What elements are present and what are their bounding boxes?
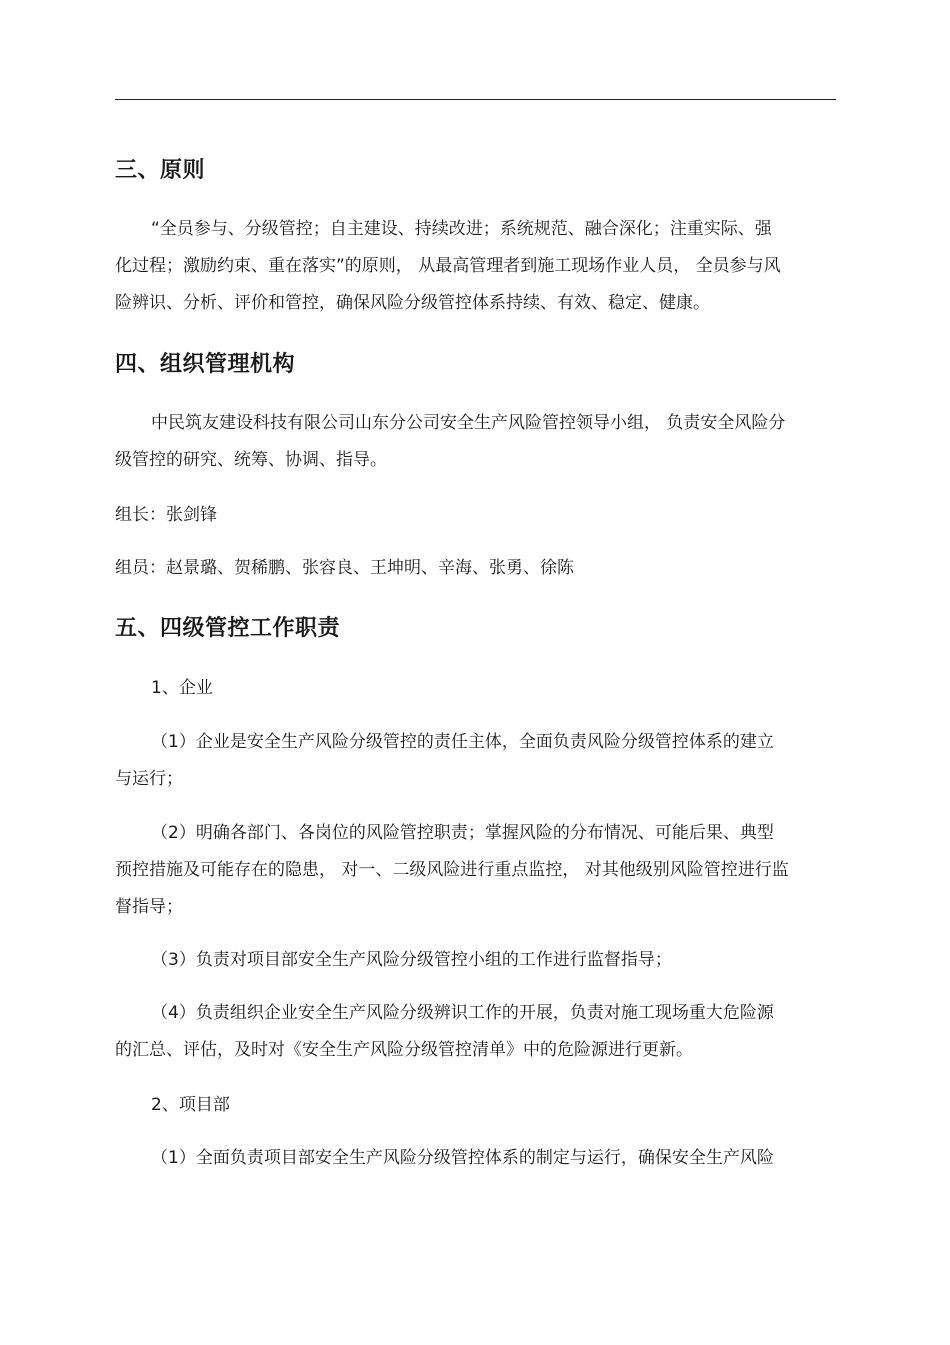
duty-item-3 bbox=[115, 942, 836, 979]
paragraph-line: 化过程；激励约束、重在落实”的原则， 从最高管理者到施工现场作业人员， 全员参与风 bbox=[115, 256, 781, 276]
paragraph-line: 预控措施及可能存在的隐患， 对一、二级风险进行重点监控， 对其他级别风险管控进行监 bbox=[115, 860, 789, 880]
header-rule bbox=[115, 99, 836, 100]
duty-item-2 bbox=[115, 815, 836, 926]
subsection-project-dept: 2、项目部 bbox=[151, 1095, 230, 1115]
team-leader: 组长：张剑锋 bbox=[115, 505, 217, 525]
organization-paragraph bbox=[115, 405, 836, 479]
paragraph-line: （1）企业是安全生产风险分级管控的责任主体，全面负责风险分级管控体系的建立 bbox=[151, 732, 774, 752]
paragraph-line: （3）负责对项目部安全生产风险分级管控小组的工作进行监督指导； bbox=[151, 950, 672, 970]
paragraph-line: （4）负责组织企业安全生产风险分级辨识工作的开展，负责对施工现场重大危险源 bbox=[151, 1003, 774, 1023]
subsection-enterprise: 1、企业 bbox=[151, 678, 213, 698]
duty-item-5 bbox=[115, 1140, 836, 1177]
duty-item-1 bbox=[115, 724, 836, 798]
paragraph-line: “全员参与、分级管控；自主建设、持续改进；系统规范、融合深化；注重实际、强 bbox=[151, 219, 772, 239]
principles-paragraph bbox=[115, 211, 836, 322]
team-members: 组员：赵景璐、贺稀鹏、张容良、王坤明、辛海、张勇、徐陈 bbox=[115, 558, 574, 578]
section-heading-organization: 四、组织管理机构 bbox=[115, 352, 296, 377]
paragraph-line: （2）明确各部门、各岗位的风险管控职责；掌握风险的分布情况、可能后果、典型 bbox=[151, 823, 774, 843]
paragraph-line: 险辨识、分析、评价和管控，确保风险分级管控体系持续、有效、稳定、健康。 bbox=[115, 293, 710, 313]
duty-item-4 bbox=[115, 995, 836, 1069]
section-heading-principles: 三、原则 bbox=[115, 158, 206, 183]
paragraph-line: 督指导； bbox=[115, 897, 183, 917]
paragraph-line: 级管控的研究、统筹、协调、指导。 bbox=[115, 450, 387, 470]
paragraph-line: （1）全面负责项目部安全生产风险分级管控体系的制定与运行，确保安全生产风险 bbox=[151, 1148, 774, 1168]
paragraph-line: 中民筑友建设科技有限公司山东分公司安全生产风险管控领导小组， 负责安全风险分 bbox=[151, 413, 786, 433]
paragraph-line: 的汇总、评估，及时对《安全生产风险分级管控清单》中的危险源进行更新。 bbox=[115, 1040, 693, 1060]
paragraph-line: 与运行； bbox=[115, 769, 183, 789]
section-heading-duties: 五、四级管控工作职责 bbox=[115, 616, 341, 641]
